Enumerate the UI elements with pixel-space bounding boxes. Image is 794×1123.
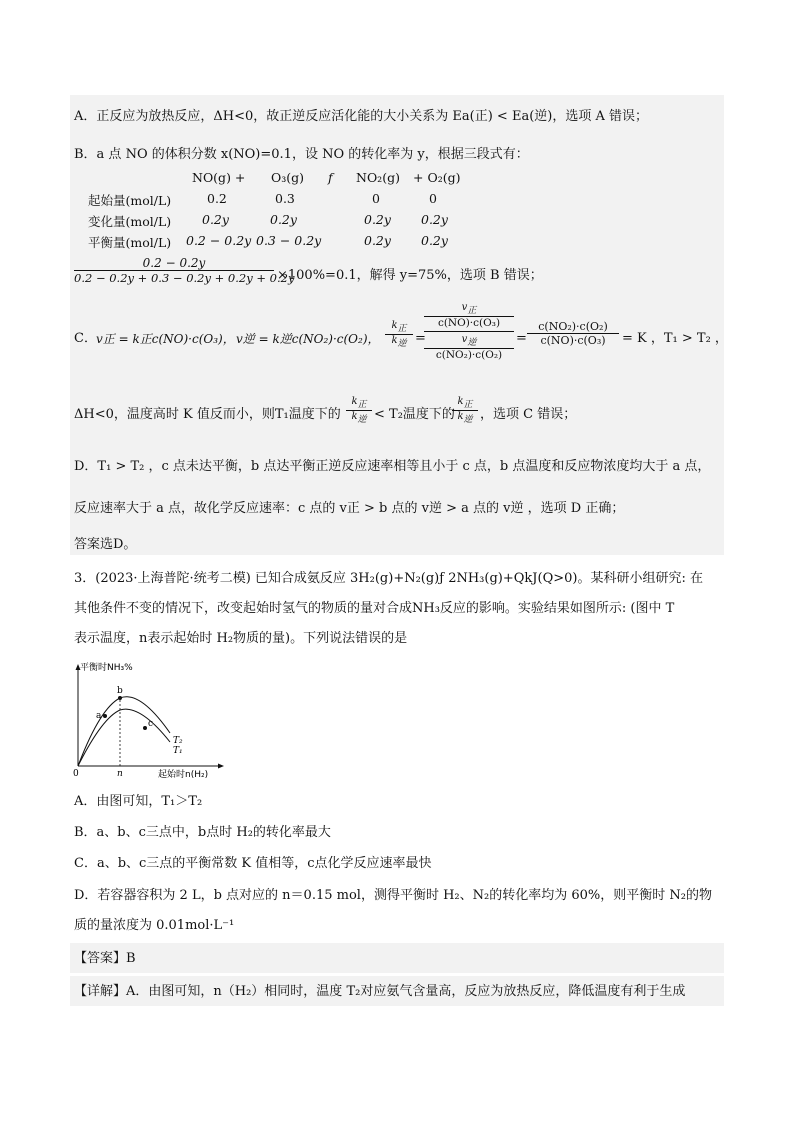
- table-cell: 0.3: [275, 191, 295, 206]
- graph-x-label: 起始时n(H₂): [158, 770, 209, 780]
- fraction-b-numerator: 0.2 − 0.2y: [142, 256, 206, 270]
- curve-t2: [78, 697, 170, 766]
- table-cell: 0.2y: [202, 212, 229, 227]
- table-cell: 0: [429, 191, 437, 206]
- graph-origin: 0: [73, 769, 79, 779]
- rate-fraction: v正 c(NO)·c(O₃) v逆 c(NO₂)·c(O₂): [424, 302, 514, 361]
- table-cell: 0.2y: [421, 233, 448, 248]
- table-cell: 0.2: [207, 191, 227, 206]
- option-d-line1: D．若容器容积为 2 L，b 点对应的 n＝0.15 mol，测得平衡时 H₂、N₂的转化率均为 60%，则平衡时 N₂的物: [74, 888, 712, 903]
- fraction-b-denominator: 0.2 − 0.2y + 0.3 − 0.2y + 0.2y + 0.2y: [74, 271, 295, 285]
- table-cell: 0.3 − 0.2y: [256, 233, 322, 248]
- graph-y-label: 平衡时NH₃%: [80, 663, 133, 673]
- point-b-label: b: [117, 686, 123, 696]
- table-cell: 0.2y: [421, 212, 448, 227]
- point-b: [118, 696, 122, 700]
- section-c-line2-c: ，选项 C 错误；: [480, 407, 577, 422]
- concentration-fraction: [527, 320, 619, 347]
- option-d-line2: 质的量浓度为 0.01mol·L⁻¹: [74, 918, 235, 933]
- table-header-1: O₃(g): [271, 170, 305, 185]
- question3-line3: 表示温度，n表示起始时 H₂物质的量)。下列说法错误的是: [74, 631, 408, 646]
- answer-shade: [70, 943, 724, 973]
- point-c: [143, 726, 147, 730]
- table-header-2: f: [328, 170, 333, 185]
- table-header-0: NO(g) +: [192, 170, 246, 185]
- x-axis-arrow: [218, 764, 224, 769]
- equals-sign-2: =: [516, 331, 527, 346]
- table-row-label: 平衡量(mol/L): [88, 235, 172, 250]
- point-a-label: a: [96, 711, 102, 721]
- table-header-4: + O₂(g): [413, 170, 461, 185]
- section-c-line2-a: ΔH<0，温度高时 K 值反而小，则T₁温度下的: [74, 407, 341, 422]
- table-row-label: 变化量(mol/L): [88, 214, 172, 229]
- frac2-top: c(NO₂)·c(O₂): [538, 320, 608, 333]
- section-c-v-forward: v正 = k正c(NO)·c(O₃)，: [96, 332, 235, 346]
- section-d-answer: 答案选D。: [74, 537, 137, 552]
- curve-t1-label: T₁: [173, 746, 183, 756]
- question3-line2: 其他条件不变的情况下，改变起始时氢气的物质的量对合成NH₃反应的影响。实验结果如图所示: (图中 T: [74, 601, 675, 616]
- table-cell: 0: [372, 191, 380, 206]
- table-cell: 0.2y: [270, 212, 297, 227]
- table-cell: 0.2y: [364, 233, 391, 248]
- frac1-top: c(NO)·c(O₃): [437, 317, 501, 329]
- nh3-graph: [70, 658, 230, 783]
- point-a: [103, 714, 107, 718]
- table-header-3: NO₂(g): [356, 170, 400, 185]
- k-ratio-t2: k正 k逆: [452, 396, 478, 425]
- section-c-v-reverse: v逆 = k逆c(NO₂)·c(O₂)，: [236, 332, 380, 346]
- section-b-intro: B．a 点 NO 的体积分数 x(NO)=0.1，设 NO 的转化率为 y，根据三段式有：: [74, 147, 529, 162]
- fraction-b-tail: ×100%=0.1，解得 y=75%，选项 B 错误；: [277, 268, 543, 283]
- section-d-line1: D．T₁ > T₂ ，c 点未达平衡，b 点达平衡正逆反应速率相等且小于 c 点，b 点温度和反应物浓度均大于 a 点，: [74, 459, 711, 474]
- section-a-text: A．正反应为放热反应，ΔH<0，故正逆反应活化能的大小关系为 Ea(正) < Ea(逆)，选项 A 错误；: [74, 109, 648, 124]
- curve-t2-label: T₂: [173, 736, 183, 746]
- section-c-prefix: C．: [74, 331, 97, 346]
- frac2-bottom: c(NO)·c(O₃): [540, 334, 606, 347]
- point-c-label: c: [148, 719, 154, 729]
- table-cell: 0.2 − 0.2y: [186, 233, 252, 248]
- section-c-tail: = K ，T₁ > T₂ ，: [622, 331, 728, 346]
- fraction-b: [74, 256, 295, 285]
- table-cell: 0.2y: [364, 212, 391, 227]
- graph-n-tick: n: [117, 769, 123, 779]
- section-d-line2: 反应速率大于 a 点，故化学反应速率：c 点的 v正 > b 点的 v逆 > a 点的 v逆 ，选项 D 正确；: [74, 501, 625, 516]
- option-a: A．由图可知，T₁＞T₂: [74, 794, 203, 809]
- question3-line1: 3．(2023·上海普陀·统考二模) 已知合成氨反应 3H₂(g)+N₂(g)ƒ 2NH₃(g)+QkJ(Q>0)。某科研小组研究: 在: [74, 571, 703, 586]
- k-ratio: k正 k逆: [385, 320, 413, 349]
- section-c-line2-b: < T₂温度下的: [374, 407, 455, 422]
- equals-sign: =: [415, 331, 426, 346]
- detail-box: 【详解】A．由图可知，n（H₂）相同时，温度 T₂对应氨气含量高，反应为放热反应，降低温度有利于生成: [74, 984, 686, 999]
- frac1-bottom: c(NO₂)·c(O₂): [435, 349, 503, 361]
- answer-box: 【答案】B: [74, 951, 136, 966]
- table-row-label: 起始量(mol/L): [88, 193, 172, 208]
- option-b: B．a、b、c三点中，b点时 H₂的转化率最大: [74, 825, 331, 840]
- k-ratio-t1: k正 k逆: [346, 396, 372, 425]
- curve-t1: [78, 709, 170, 766]
- option-c: C．a、b、c三点的平衡常数 K 值相等，c点化学反应速率最快: [74, 856, 432, 871]
